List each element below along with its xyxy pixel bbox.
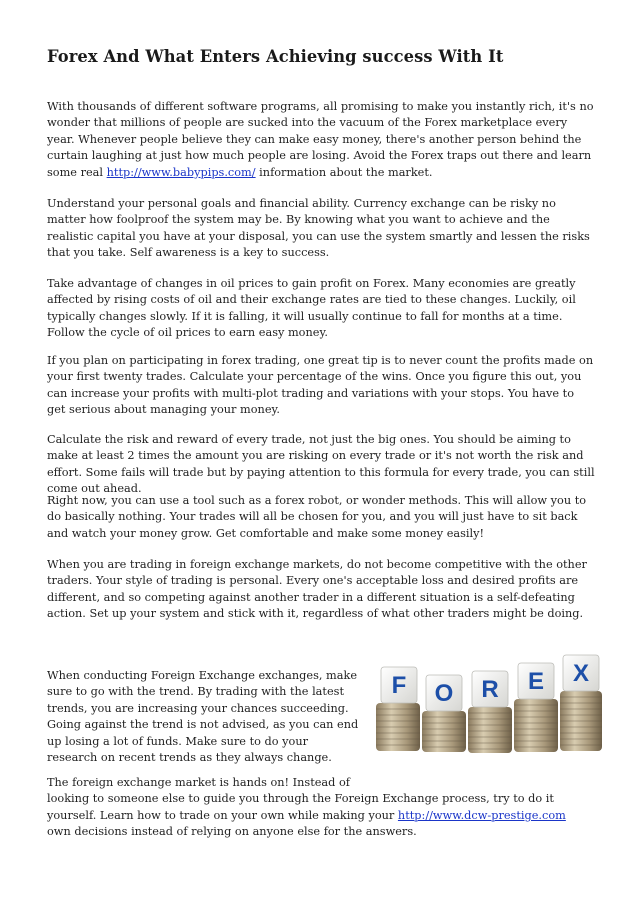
coin-stack-5 [560, 691, 602, 751]
paragraph-8-text: When conducting Foreign Exchange exchanges, make sure to go with the trend. By trading with the latest trends, you are increasing your chances succeeding. Going against the trend is not advised, as you can end up losing a lot of funds. Make sure to do your research on recent trends as they always change. [47, 669, 359, 765]
paragraph-3-text: Take advantage of changes in oil prices to gain profit on Forex. Many economies are greatly affected by rising costs of oil and their exchange rates are tied to these changes. Luckily, oil typically changes slowly. If it is falling, it will usually continue to fall for months at a time. Follow the cycle of oil prices to earn easy money. [47, 277, 576, 340]
paragraph-3 [47, 276, 595, 342]
babypips-link[interactable]: http://www.babypips.com/ [106, 165, 256, 179]
paragraph-1-tail: information about the market. [255, 165, 433, 179]
paragraph-9-first-line: The foreign exchange market is hands on! Instead of [47, 776, 350, 789]
coin-stack-1 [376, 703, 420, 751]
letter-cube-f [381, 667, 417, 703]
paragraph-7-text: When you are trading in foreign exchange markets, do not become competitive with the other traders. Your style of trading is personal. Every one's acceptable loss and desired profits are different, and so competing against another trader in a different situation is a self-defeating action. Set up your system and stick with it, regardless of what other traders might be doing. [47, 558, 587, 621]
article-title: Forex And What Enters Achieving success With It [47, 47, 504, 66]
paragraph-9-tail: own decisions instead of relying on anyone else for the answers. [47, 825, 417, 839]
coin-stack-3 [468, 707, 512, 753]
letter-f: F [391, 672, 407, 699]
paragraph-2 [47, 196, 595, 262]
paragraph-2-text: Understand your personal goals and financial ability. Currency exchange can be risky no matter how foolproof the system may be. By knowing what you want to achieve and the realistic capital you have at your disposal, you can use the system smartly and lessen the risks that you take. Self awareness is a key to success. [47, 197, 590, 260]
coin-stack-2 [422, 711, 466, 752]
paragraph-9 [47, 775, 595, 841]
paragraph-5-text: Calculate the risk and reward of every trade, not just the big ones. You should be aiming to make at least 2 times the amount you are risking on every trade or it's not worth the risk and effort. Some fails will trade but by paying attention to this formula for every trade, you can still come out ahead. [47, 433, 595, 496]
letter-cube-r [472, 671, 508, 707]
letter-cube-e [518, 663, 554, 699]
paragraph-1-text: With thousands of different software programs, all promising to make you instantly rich, it's no wonder that millions of people are sucked into the vacuum of the Forex marketplace every year. Whenever people believe they can make easy money, there's another person behind the curtain laughing at just how much people are losing. Avoid the Forex traps out there and learn some real [47, 100, 594, 179]
letter-e: E [527, 668, 545, 695]
forex-cubes-image [369, 645, 607, 757]
paragraph-6-text: Right now, you can use a tool such as a forex robot, or wonder methods. This will allow you to do basically nothing. Your trades will all be chosen for you, and you will just have to sit back and watch your money grow. Get comfortable and make some money easily! [47, 494, 587, 540]
letter-r: R [481, 676, 499, 703]
paragraph-4-text: If you plan on participating in forex trading, one great tip is to never count the profits made on your first twenty trades. Calculate your percentage of the wins. Once you figure this out, you can increase your profits with multi-plot trading and variations with your stops. You have to get serious about managing your money. [47, 354, 594, 417]
paragraph-7 [47, 557, 595, 623]
letter-x: X [572, 660, 590, 687]
paragraph-9-text: looking to someone else to guide you through the Foreign Exchange process, try to do it yourself. Learn how to trade on your own while making your [47, 792, 554, 822]
paragraph-1 [47, 99, 595, 181]
dcw-prestige-link[interactable]: http://www.dcw-prestige.com [397, 808, 566, 822]
paragraph-5 [47, 432, 595, 498]
paragraph-4 [47, 353, 595, 419]
letter-cube-o [426, 675, 462, 711]
letter-cube-x [563, 655, 599, 691]
letter-o: O [434, 680, 454, 707]
paragraph-8 [47, 668, 359, 766]
paragraph-6 [47, 493, 595, 542]
coin-stack-4 [514, 699, 558, 752]
